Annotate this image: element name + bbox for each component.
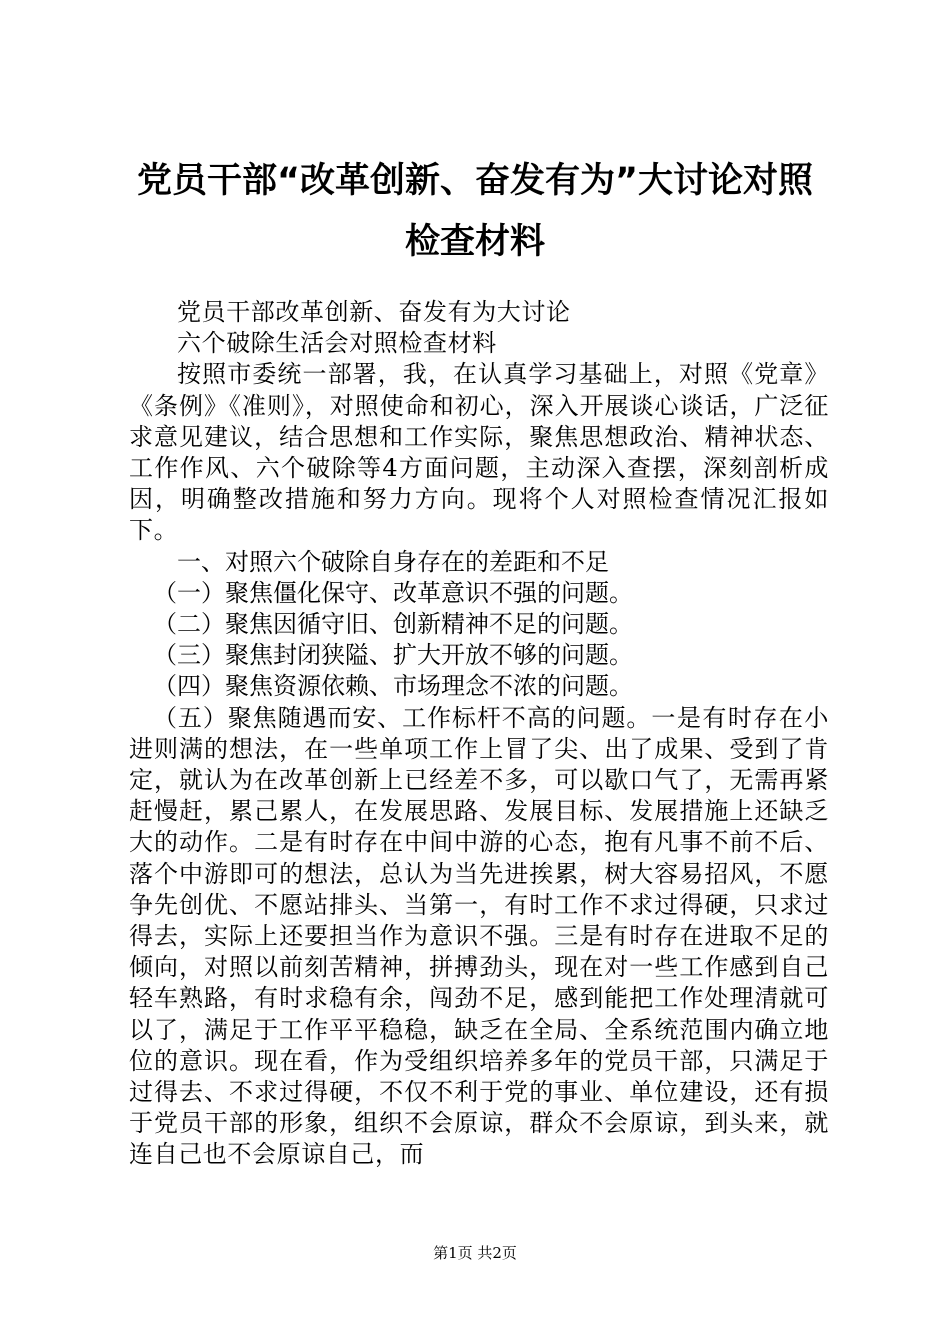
item-5-paragraph <box>129 703 829 1171</box>
item-1: （一）聚焦僵化保守、改革意识不强的问题。 <box>153 578 633 607</box>
page-footer: 第1页 共2页 <box>433 1244 517 1262</box>
item-5-body: 一是有时存在小进则满的想法，在一些单项工作上冒了尖、出了成果、受到了肯定，就认为在改革创新上已经差不多，可以歇口气了，无需再紧赶慢赶，累己累人，在发展思路、发展目标、发展措施上还缺乏大的动作。二是有时存在中间中游的心态，抱有凡事不前不后、落个中游即可的想法，总认为当先进挨累，树大容易招风，不愿争先创优、不愿站排头、当第一，有时工作不求过得硬，只求过得去，实际上还要担当作为意识不强。三是有时存在进取不足的倾向，对照以前刻苦精神，拼搏劲头，现在对一些工作感到自己轻车熟路，有时求稳有余，闯劲不足，感到能把工作处理清就可以了，满足于工作平平稳稳，缺乏在全局、全系统范围内确立地位的意识。现在看，作为受组织培养多年的党员干部，只满足于过得去、不求过得硬，不仅不利于党的事业、单位建设，还有损于党员干部的形象，组织不会原谅，群众不会原谅，到头来，就连自己也不会原谅自己，而 <box>129 703 830 1169</box>
intro-line-1: 党员干部改革创新、奋发有为大讨论 <box>177 298 571 326</box>
intro-line-2: 六个破除生活会对照检查材料 <box>177 329 497 358</box>
item-3: （三）聚焦封闭狭隘、扩大开放不够的问题。 <box>153 641 633 670</box>
document-title-line-2: 检查材料 <box>404 222 545 262</box>
item-4: （四）聚焦资源依赖、市场理念不浓的问题。 <box>153 672 633 701</box>
item-2: （二）聚焦因循守旧、创新精神不足的问题。 <box>153 610 633 639</box>
document-title-line-1: 党员干部“改革创新、奋发有为”大讨论对照 <box>136 161 813 201</box>
document-body <box>129 297 829 1171</box>
intro-paragraph: 按照市委统一部署，我，在认真学习基础上，对照《党章》《条例》《准则》，对照使命和初心，深入开展谈心谈话，广泛征求意见建议，结合思想和工作实际，聚焦思想政治、精神状态、工作作风、六个破除等4方面问题，主动深入查摆，深刻剖析成因，明确整改措施和努力方向。现将个人对照检查情况汇报如下。 <box>129 360 829 545</box>
section-heading-1: 一、对照六个破除自身存在的差距和不足 <box>177 547 609 576</box>
item-5-lead: （五）聚焦随遇而安、工作标杆不高的问题。 <box>153 703 652 732</box>
